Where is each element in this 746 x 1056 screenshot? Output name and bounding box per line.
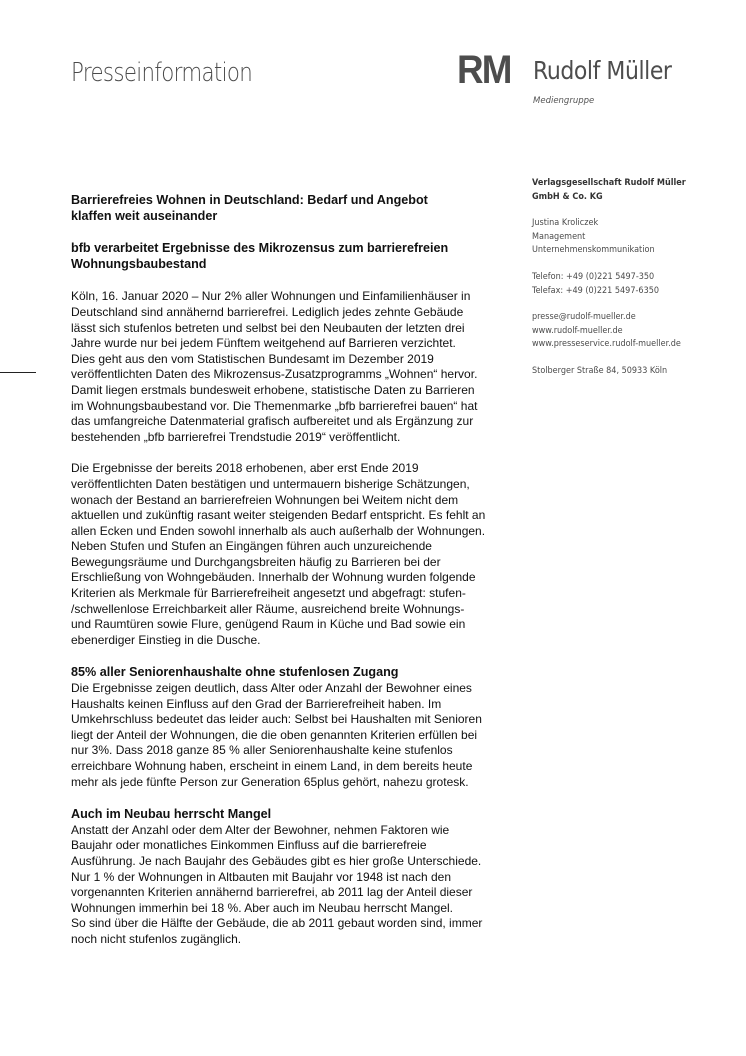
article-headline — [71, 193, 511, 224]
contact-role-line1: Management — [532, 231, 586, 242]
text-line: lässt sich stufenlos betreten und selbst bei den Neubauten der letzten drei — [71, 320, 465, 335]
text-line: Die Ergebnisse der bereits 2018 erhobenen, aber erst Ende 2019 — [71, 461, 419, 476]
text-line: Erschließung von Wohngebäuden. Innerhalb der Wohnung wurden folgende — [71, 570, 476, 585]
contact-name: Justina Kroliczek — [532, 218, 599, 229]
section-new-buildings — [71, 807, 511, 947]
text-line: Neben Stufen und Stufen an Eingängen führen auch unzureichende — [71, 539, 432, 554]
company-name-line1: Verlagsgesellschaft Rudolf Müller — [532, 178, 686, 188]
contact-fax: Telefax: +49 (0)221 5497-6350 — [532, 285, 660, 296]
text-line: vorgenannten Kriterien annähernd barrierefrei, ab 2011 lag der Anteil dieser — [71, 885, 473, 900]
text-line: Die Ergebnisse zeigen deutlich, dass Alter oder Anzahl der Bewohner eines — [71, 681, 472, 696]
text-line: Anstatt der Anzahl oder dem Alter der Bewohner, nehmen Faktoren wie — [71, 822, 450, 837]
text-line: Dies geht aus den vom Statistischen Bundesamt im Dezember 2019 — [71, 351, 434, 366]
text-line: aktuellen und zukünftig rasant weiter steigenden Bedarf entspricht. Es fehlt an — [71, 508, 486, 523]
headline-line: klaffen weit auseinander — [71, 208, 218, 223]
text-line: veröffentlichten Daten des Mikrozensus-Zusatzprogramms „Wohnen“ hervor. — [71, 367, 478, 382]
text-line: Köln, 16. Januar 2020 – Nur 2% aller Wohnungen und Einfamilienhäuser in — [71, 289, 471, 304]
text-line: wonach der Bestand an barrierefreien Wohnungen bei Weitem nicht dem — [71, 492, 459, 507]
company-logo-name: Rudolf Müller — [533, 56, 672, 85]
text-line: erreichbare Wohnung haben, erscheint in einem Land, in dem bereits heute — [71, 759, 473, 773]
text-line: Umkehrschluss bedeutet das leider auch: Selbst bei Haushalten mit Senioren — [71, 712, 482, 727]
text-line: Deutschland sind annähernd barrierefrei. Lediglich jedes zehnte Gebäude — [71, 304, 464, 319]
document-type-title: Presseinformation — [71, 58, 253, 88]
section-heading: 85% aller Seniorenhaushalte ohne stufenlosen Zugang — [71, 665, 399, 680]
website-link[interactable]: www.rudolf-mueller.de — [532, 325, 623, 336]
section-heading: Auch im Neubau herrscht Mangel — [71, 807, 272, 822]
section-paragraph — [71, 681, 511, 790]
text-line: bestehenden „bfb barrierefrei Trendstudie 2019“ veröffentlicht. — [71, 429, 401, 444]
text-line: liegt der Anteil der Wohnungen, die die oben genannten Kriterien erfüllen bei — [71, 727, 478, 742]
text-line: Baujahr oder monatliches Einkommen Einfluss auf die barrierefreie — [71, 838, 427, 853]
text-line: nur 3%. Dass 2018 ganze 85 % aller Seniorenhaushalte keine stufenlos — [71, 743, 453, 758]
text-line: Bewegungsräume und Durchgangsbreiten häufig zu Barrieren bei der — [71, 554, 441, 569]
article-subtitle — [71, 241, 511, 272]
section-senior-households — [71, 665, 511, 790]
text-line: /schwellenlose Erreichbarkeit aller Räume, ausreichend breite Wohnungs- — [71, 601, 465, 616]
presseservice-link[interactable]: www.presseservice.rudolf-mueller.de — [532, 339, 681, 350]
contact-role-line2: Unternehmenskommunikation — [532, 245, 655, 256]
company-logo-subtitle: Mediengruppe — [533, 96, 595, 106]
contact-phone: Telefon: +49 (0)221 5497-350 — [532, 271, 655, 282]
company-name-line2: GmbH & Co. KG — [532, 191, 603, 202]
headline-line: Barrierefreies Wohnen in Deutschland: Bedarf und Angebot — [71, 193, 428, 207]
text-line: und Raumtüren sowie Flure, genügend Raum in Küche und Bad sowie ein — [71, 617, 466, 632]
text-line: Wohnungen immerhin bei 18 %. Aber auch im Neubau herrscht Mangel. — [71, 900, 453, 915]
paragraph-results — [71, 461, 511, 648]
subtitle-line: Wohnungsbaubestand — [71, 256, 207, 271]
fold-mark-divider — [0, 372, 36, 373]
contact-sidebar — [532, 177, 712, 379]
contact-email-link[interactable]: presse@rudolf-mueller.de — [532, 312, 636, 323]
text-line: noch nicht stufenlos zugänglich. — [71, 931, 242, 946]
text-line: So sind über die Hälfte der Gebäude, die ab 2011 gebaut worden sind, immer — [71, 916, 483, 931]
section-paragraph — [71, 823, 511, 948]
text-line: Kriterien als Merkmale für Barrierefreiheit angesetzt und abgefragt: stufen- — [71, 586, 466, 601]
subtitle-line: bfb verarbeitet Ergebnisse des Mikrozensus zum barrierefreien — [71, 241, 449, 256]
text-line: ebenerdiger Einstieg in die Dusche. — [71, 632, 261, 647]
text-line: Ausführung. Je nach Baujahr des Gebäudes gibt es hier große Unterschiede. — [71, 853, 482, 868]
article-body — [71, 193, 511, 948]
text-line: mehr als jede fünfte Person zur Generation 65plus gehört, nahezu grotesk. — [71, 774, 469, 789]
text-line: Nur 1 % der Wohnungen in Altbauten mit Baujahr vor 1948 ist nach den — [71, 869, 452, 884]
text-line: allen Ecken und Enden sowohl innerhalb als auch außerhalb der Wohnungen. — [71, 523, 486, 538]
text-line: Jahre wurde nur bei jedem Fünftem weitgehend auf Barrieren verzichtet. — [71, 336, 456, 351]
company-logo-mark: RM — [457, 48, 511, 92]
text-line: im Wohnungsbaubestand vor. Die Themenmarke „bfb barrierefrei bauen“ hat — [71, 398, 478, 413]
text-line: Damit liegen erstmals bundesweit erhobene, statistische Daten zu Barrieren — [71, 382, 475, 397]
text-line: veröffentlichten Daten bestätigen und untermauern bisherige Schätzungen, — [71, 476, 470, 491]
text-line: Haushalts keinen Einfluss auf den Grad der Barrierefreiheit haben. Im — [71, 696, 442, 711]
paragraph-intro — [71, 289, 511, 445]
company-address: Stolberger Straße 84, 50933 Köln — [532, 365, 668, 376]
text-line: das umfangreiche Datenmaterial grafisch aufbereitet und als Ergänzung zur — [71, 414, 474, 429]
